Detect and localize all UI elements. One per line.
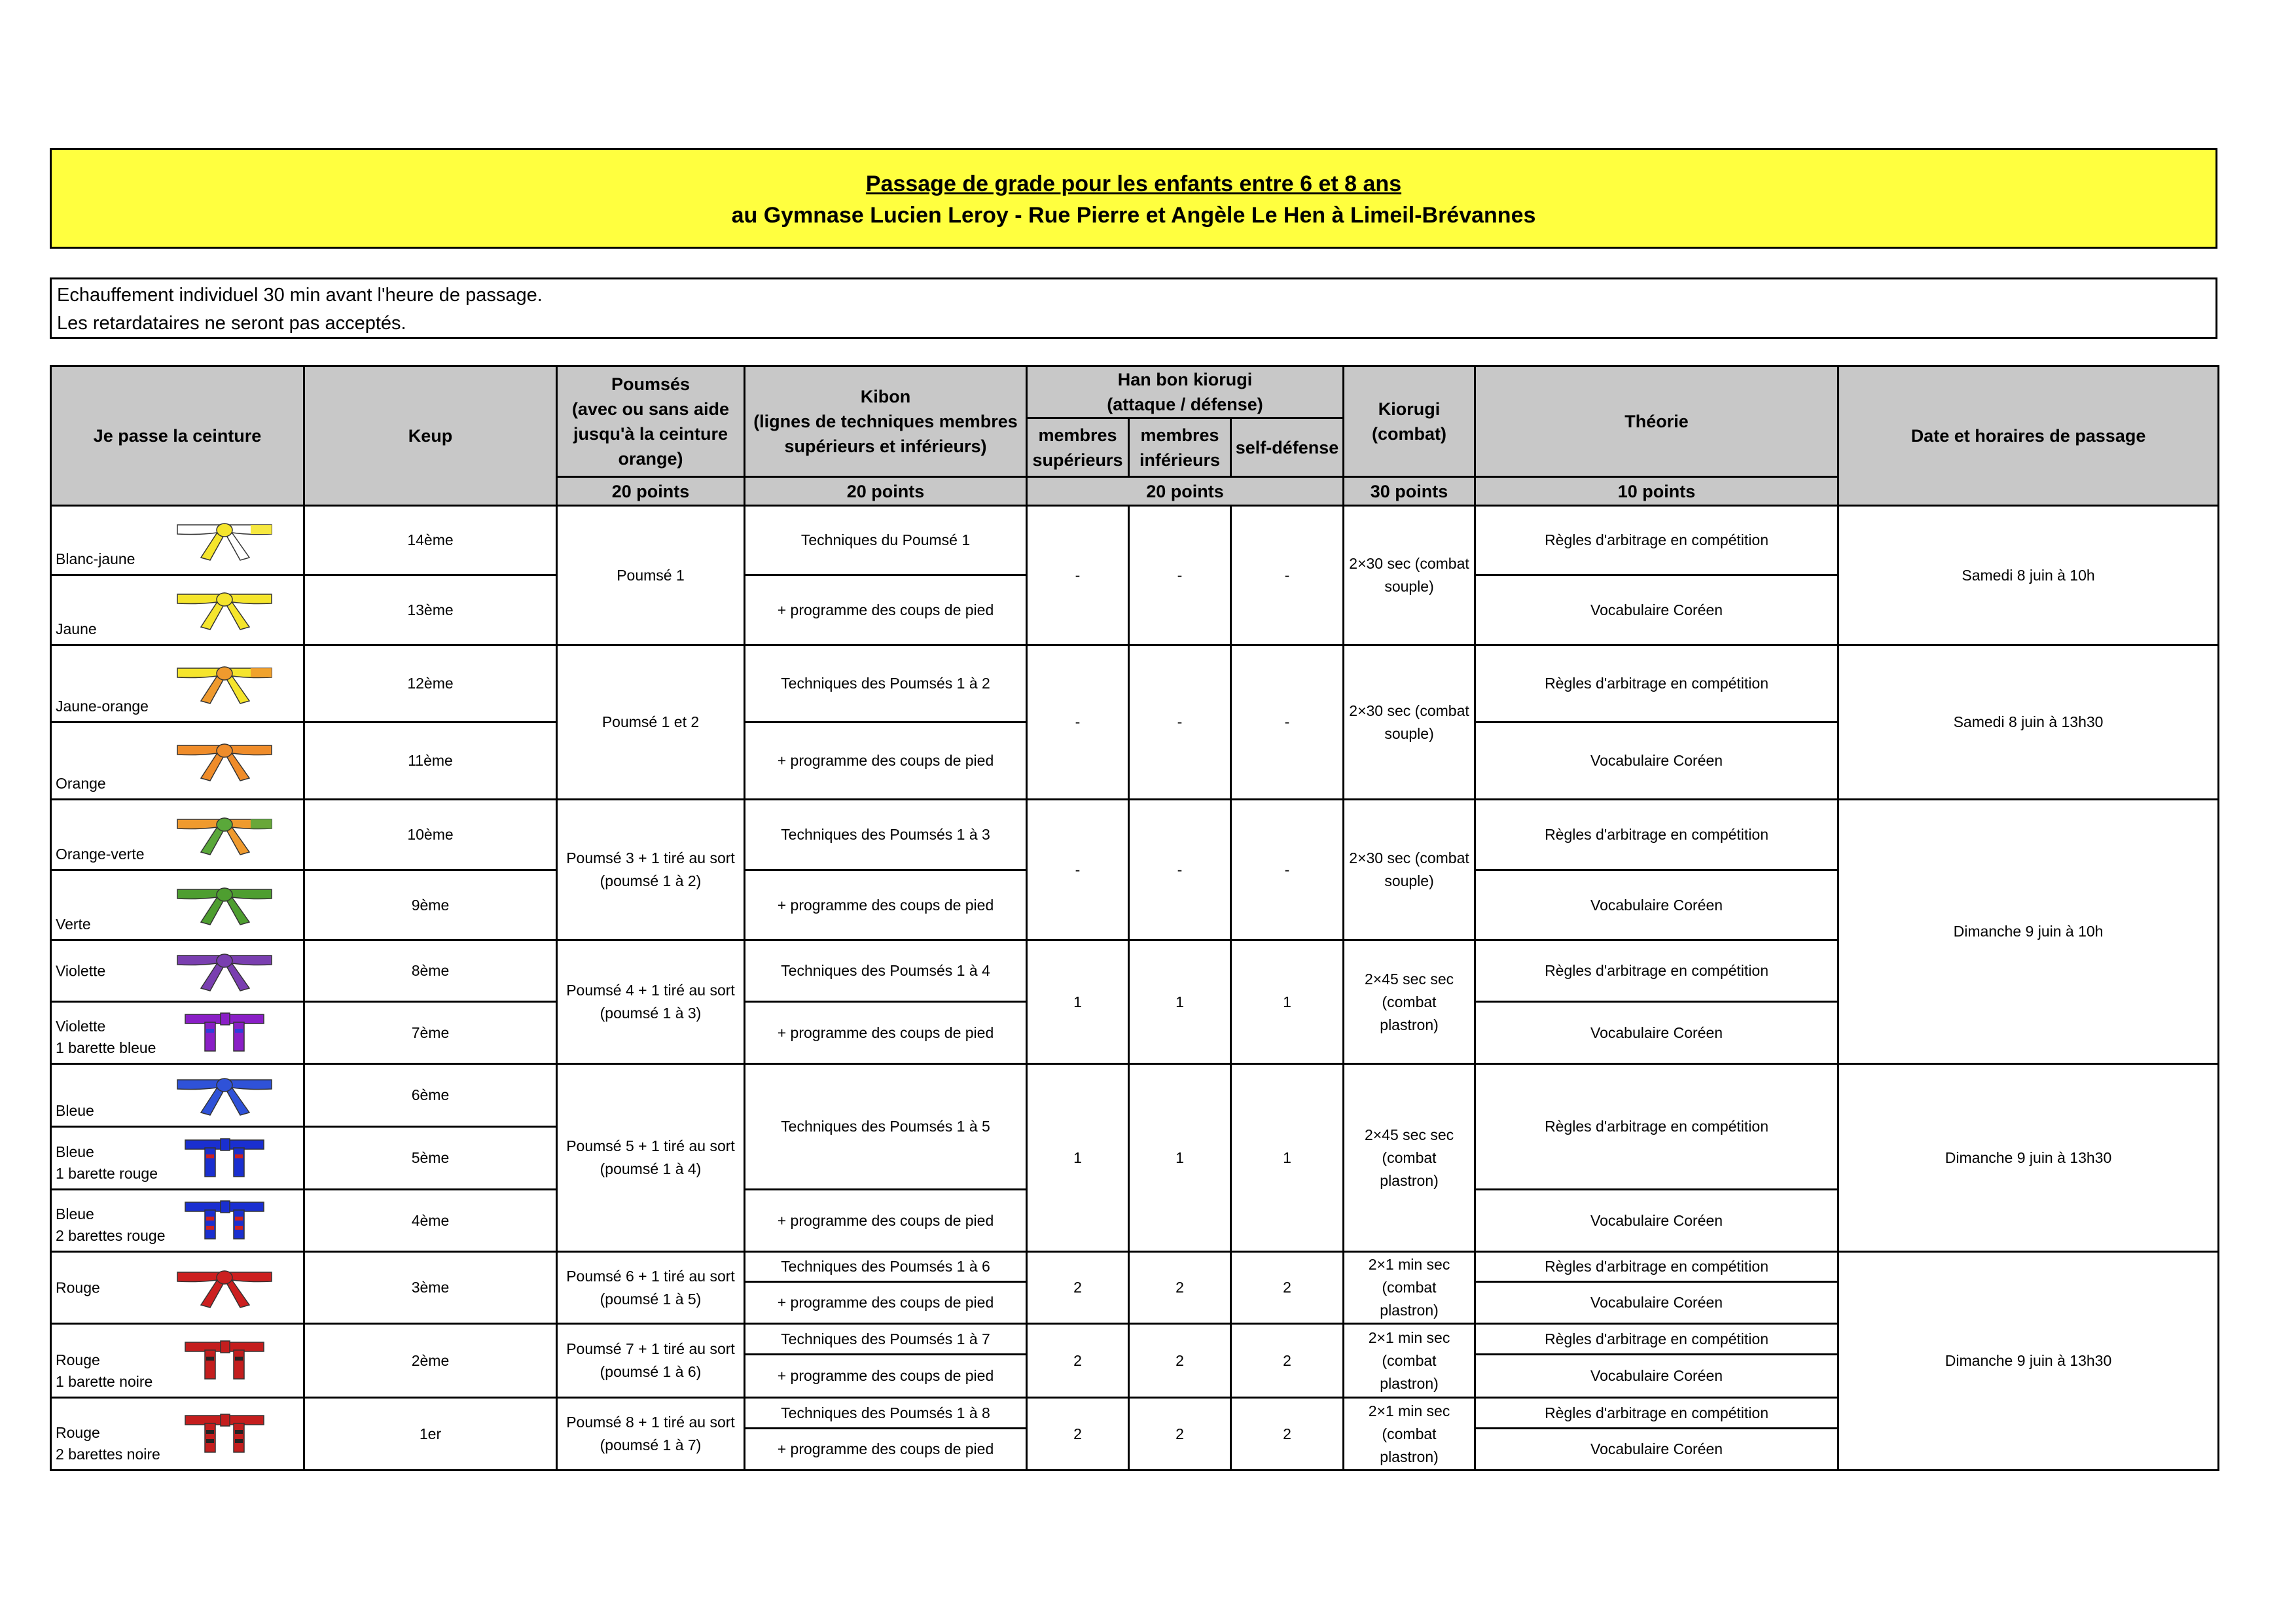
keup-cell: 14ème bbox=[304, 506, 557, 575]
belt-cell bbox=[51, 940, 304, 1002]
keup-cell: 1er bbox=[304, 1398, 557, 1471]
title-banner bbox=[50, 148, 2217, 249]
header-hb-self: self-défense bbox=[1231, 418, 1344, 477]
theorie-cell: Vocabulaire Coréen bbox=[1475, 1429, 1839, 1471]
hanbon-inf-cell: 2 bbox=[1129, 1398, 1231, 1471]
hanbon-inf-cell: 1 bbox=[1129, 1064, 1231, 1252]
belt-cell bbox=[51, 1252, 304, 1324]
belt-4-icon bbox=[172, 812, 277, 859]
belt-5-icon bbox=[172, 882, 277, 929]
kibon-cell: Techniques des Poumsés 1 à 4 bbox=[745, 940, 1027, 1002]
date-cell: Dimanche 9 juin à 13h30 bbox=[1839, 1252, 2219, 1471]
kibon-cell: + programme des coups de pied bbox=[745, 1355, 1027, 1398]
belt-0-icon bbox=[172, 517, 277, 564]
kiorugi-cell: 2×30 sec (combat souple) bbox=[1344, 645, 1475, 800]
notes-box bbox=[50, 277, 2217, 339]
hanbon-sup-cell: 2 bbox=[1027, 1324, 1129, 1398]
kibon-cell: + programme des coups de pied bbox=[745, 870, 1027, 940]
theorie-cell: Règles d'arbitrage en compétition bbox=[1475, 506, 1839, 575]
title-line-1: Passage de grade pour les enfants entre 6 et 8 ans bbox=[865, 171, 1402, 196]
belt-cell bbox=[51, 1002, 304, 1064]
belt-name: Rouge bbox=[56, 1279, 100, 1296]
belt-10-icon bbox=[172, 1197, 277, 1244]
header-theorie: Théorie bbox=[1475, 366, 1839, 477]
belt-cell bbox=[51, 575, 304, 645]
points-poumses: 20 points bbox=[557, 477, 745, 506]
theorie-cell: Vocabulaire Coréen bbox=[1475, 575, 1839, 645]
belt-name: Violette 1 barette bleue bbox=[56, 1018, 156, 1056]
keup-cell: 3ème bbox=[304, 1252, 557, 1324]
theorie-cell: Vocabulaire Coréen bbox=[1475, 870, 1839, 940]
keup-cell: 12ème bbox=[304, 645, 557, 722]
hanbon-self-cell: - bbox=[1231, 645, 1344, 800]
keup-cell: 7ème bbox=[304, 1002, 557, 1064]
belt-name: Bleue 1 barette rouge bbox=[56, 1143, 158, 1182]
belt-name: Orange bbox=[56, 775, 106, 792]
belt-name: Bleue bbox=[56, 1102, 94, 1119]
poumse-cell: Poumsé 3 + 1 tiré au sort (poumsé 1 à 2) bbox=[557, 800, 745, 940]
belt-name: Blanc-jaune bbox=[56, 550, 135, 567]
kibon-cell: + programme des coups de pied bbox=[745, 575, 1027, 645]
belt-name: Rouge 2 barettes noire bbox=[56, 1424, 160, 1463]
kibon-cell: + programme des coups de pied bbox=[745, 1002, 1027, 1064]
points-theorie: 10 points bbox=[1475, 477, 1839, 506]
keup-cell: 9ème bbox=[304, 870, 557, 940]
poumse-cell: Poumsé 1 et 2 bbox=[557, 645, 745, 800]
kibon-cell: Techniques des Poumsés 1 à 2 bbox=[745, 645, 1027, 722]
theorie-cell: Vocabulaire Coréen bbox=[1475, 1002, 1839, 1064]
header-kibon: Kibon (lignes de techniques membres supérieurs et inférieurs) bbox=[745, 366, 1027, 477]
hanbon-sup-cell: - bbox=[1027, 645, 1129, 800]
kibon-cell: Techniques des Poumsés 1 à 8 bbox=[745, 1398, 1027, 1429]
hanbon-sup-cell: - bbox=[1027, 800, 1129, 940]
belt-cell bbox=[51, 1190, 304, 1252]
keup-cell: 8ème bbox=[304, 940, 557, 1002]
belt-8-icon bbox=[172, 1072, 277, 1119]
kibon-cell: Techniques des Poumsés 1 à 5 bbox=[745, 1064, 1027, 1190]
hanbon-self-cell: - bbox=[1231, 800, 1344, 940]
belt-cell bbox=[51, 722, 304, 800]
theorie-cell: Vocabulaire Coréen bbox=[1475, 1355, 1839, 1398]
belt-cell bbox=[51, 1064, 304, 1127]
belt-name: Jaune bbox=[56, 620, 97, 637]
header-hb-sup: membres supérieurs bbox=[1027, 418, 1129, 477]
note-line-2: Les retardataires ne seront pas acceptés. bbox=[57, 313, 406, 334]
belt-name: Rouge 1 barette noire bbox=[56, 1351, 153, 1390]
header-keup: Keup bbox=[304, 366, 557, 506]
belt-cell bbox=[51, 1324, 304, 1398]
poumse-cell: Poumsé 1 bbox=[557, 506, 745, 645]
belt-6-icon bbox=[172, 948, 277, 995]
poumse-cell: Poumsé 8 + 1 tiré au sort (poumsé 1 à 7) bbox=[557, 1398, 745, 1471]
table-row bbox=[51, 506, 2219, 575]
kiorugi-cell: 2×45 sec sec (combat plastron) bbox=[1344, 1064, 1475, 1252]
kiorugi-cell: 2×1 min sec (combat plastron) bbox=[1344, 1252, 1475, 1324]
theorie-cell: Règles d'arbitrage en compétition bbox=[1475, 940, 1839, 1002]
header-date: Date et horaires de passage bbox=[1839, 366, 2219, 506]
belt-13-icon bbox=[172, 1410, 277, 1457]
kibon-cell: Techniques du Poumsé 1 bbox=[745, 506, 1027, 575]
belt-9-icon bbox=[172, 1135, 277, 1182]
belt-name: Violette bbox=[56, 962, 106, 979]
poumse-cell: Poumsé 7 + 1 tiré au sort (poumsé 1 à 6) bbox=[557, 1324, 745, 1398]
belt-1-icon bbox=[172, 586, 277, 633]
keup-cell: 2ème bbox=[304, 1324, 557, 1398]
hanbon-inf-cell: 1 bbox=[1129, 940, 1231, 1064]
poumse-cell: Poumsé 4 + 1 tiré au sort (poumsé 1 à 3) bbox=[557, 940, 745, 1064]
hanbon-sup-cell: 1 bbox=[1027, 1064, 1129, 1252]
belt-cell bbox=[51, 645, 304, 722]
header-hb-inf: membres inférieurs bbox=[1129, 418, 1231, 477]
theorie-cell: Vocabulaire Coréen bbox=[1475, 1190, 1839, 1252]
points-hanbon: 20 points bbox=[1027, 477, 1344, 506]
theorie-cell: Règles d'arbitrage en compétition bbox=[1475, 1252, 1839, 1282]
keup-cell: 10ème bbox=[304, 800, 557, 870]
theorie-cell: Règles d'arbitrage en compétition bbox=[1475, 1398, 1839, 1429]
hanbon-sup-cell: - bbox=[1027, 506, 1129, 645]
belt-11-icon bbox=[172, 1264, 277, 1311]
date-cell: Dimanche 9 juin à 13h30 bbox=[1839, 1064, 2219, 1252]
header-hanbon: Han bon kiorugi (attaque / défense) bbox=[1027, 366, 1344, 418]
kibon-cell: + programme des coups de pied bbox=[745, 1282, 1027, 1324]
belt-12-icon bbox=[172, 1337, 277, 1384]
hanbon-inf-cell: 2 bbox=[1129, 1324, 1231, 1398]
table-row bbox=[51, 1064, 2219, 1127]
belt-cell bbox=[51, 506, 304, 575]
poumse-cell: Poumsé 5 + 1 tiré au sort (poumsé 1 à 4) bbox=[557, 1064, 745, 1252]
kiorugi-cell: 2×1 min sec (combat plastron) bbox=[1344, 1324, 1475, 1398]
kibon-cell: + programme des coups de pied bbox=[745, 1429, 1027, 1471]
hanbon-self-cell: 2 bbox=[1231, 1398, 1344, 1471]
belt-name: Jaune-orange bbox=[56, 698, 149, 715]
keup-cell: 11ème bbox=[304, 722, 557, 800]
kibon-cell: Techniques des Poumsés 1 à 7 bbox=[745, 1324, 1027, 1355]
hanbon-self-cell: 1 bbox=[1231, 1064, 1344, 1252]
date-cell: Dimanche 9 juin à 10h bbox=[1839, 800, 2219, 1064]
hanbon-self-cell: - bbox=[1231, 506, 1344, 645]
hanbon-sup-cell: 2 bbox=[1027, 1398, 1129, 1471]
table-row bbox=[51, 800, 2219, 870]
belt-cell bbox=[51, 1127, 304, 1190]
table-row bbox=[51, 1252, 2219, 1282]
keup-cell: 5ème bbox=[304, 1127, 557, 1190]
kibon-cell: + programme des coups de pied bbox=[745, 722, 1027, 800]
belt-cell bbox=[51, 800, 304, 870]
hanbon-inf-cell: - bbox=[1129, 506, 1231, 645]
theorie-cell: Vocabulaire Coréen bbox=[1475, 722, 1839, 800]
poumse-cell: Poumsé 6 + 1 tiré au sort (poumsé 1 à 5) bbox=[557, 1252, 745, 1324]
keup-cell: 6ème bbox=[304, 1064, 557, 1127]
kiorugi-cell: 2×1 min sec (combat plastron) bbox=[1344, 1398, 1475, 1471]
theorie-cell: Règles d'arbitrage en compétition bbox=[1475, 1064, 1839, 1190]
title-line-2: au Gymnase Lucien Leroy - Rue Pierre et Angèle Le Hen à Limeil-Brévannes bbox=[731, 203, 1536, 228]
grading-table bbox=[50, 365, 2219, 1471]
hanbon-sup-cell: 1 bbox=[1027, 940, 1129, 1064]
note-line-1: Echauffement individuel 30 min avant l'heure de passage. bbox=[57, 285, 543, 306]
keup-cell: 4ème bbox=[304, 1190, 557, 1252]
hanbon-self-cell: 2 bbox=[1231, 1252, 1344, 1324]
belt-cell bbox=[51, 1398, 304, 1471]
table-row bbox=[51, 645, 2219, 722]
theorie-cell: Règles d'arbitrage en compétition bbox=[1475, 800, 1839, 870]
kiorugi-cell: 2×45 sec sec (combat plastron) bbox=[1344, 940, 1475, 1064]
date-cell: Samedi 8 juin à 10h bbox=[1839, 506, 2219, 645]
hanbon-inf-cell: - bbox=[1129, 800, 1231, 940]
belt-7-icon bbox=[172, 1009, 277, 1056]
kiorugi-cell: 2×30 sec (combat souple) bbox=[1344, 506, 1475, 645]
hanbon-inf-cell: - bbox=[1129, 645, 1231, 800]
kibon-cell: + programme des coups de pied bbox=[745, 1190, 1027, 1252]
points-kiorugi: 30 points bbox=[1344, 477, 1475, 506]
belt-2-icon bbox=[172, 660, 277, 707]
kibon-cell: Techniques des Poumsés 1 à 3 bbox=[745, 800, 1027, 870]
keup-cell: 13ème bbox=[304, 575, 557, 645]
header-belt: Je passe la ceinture bbox=[51, 366, 304, 506]
points-kibon: 20 points bbox=[745, 477, 1027, 506]
hanbon-inf-cell: 2 bbox=[1129, 1252, 1231, 1324]
kibon-cell: Techniques des Poumsés 1 à 6 bbox=[745, 1252, 1027, 1282]
belt-cell bbox=[51, 870, 304, 940]
belt-name: Orange-verte bbox=[56, 846, 145, 863]
kiorugi-cell: 2×30 sec (combat souple) bbox=[1344, 800, 1475, 940]
belt-name: Bleue 2 barettes rouge bbox=[56, 1205, 166, 1244]
belt-3-icon bbox=[172, 738, 277, 785]
theorie-cell: Vocabulaire Coréen bbox=[1475, 1282, 1839, 1324]
theorie-cell: Règles d'arbitrage en compétition bbox=[1475, 1324, 1839, 1355]
date-cell: Samedi 8 juin à 13h30 bbox=[1839, 645, 2219, 800]
belt-name: Verte bbox=[56, 916, 91, 933]
header-poumses: Poumsés (avec ou sans aide jusqu'à la ceinture orange) bbox=[557, 366, 745, 477]
hanbon-self-cell: 1 bbox=[1231, 940, 1344, 1064]
header-kiorugi: Kiorugi (combat) bbox=[1344, 366, 1475, 477]
hanbon-sup-cell: 2 bbox=[1027, 1252, 1129, 1324]
hanbon-self-cell: 2 bbox=[1231, 1324, 1344, 1398]
theorie-cell: Règles d'arbitrage en compétition bbox=[1475, 645, 1839, 722]
